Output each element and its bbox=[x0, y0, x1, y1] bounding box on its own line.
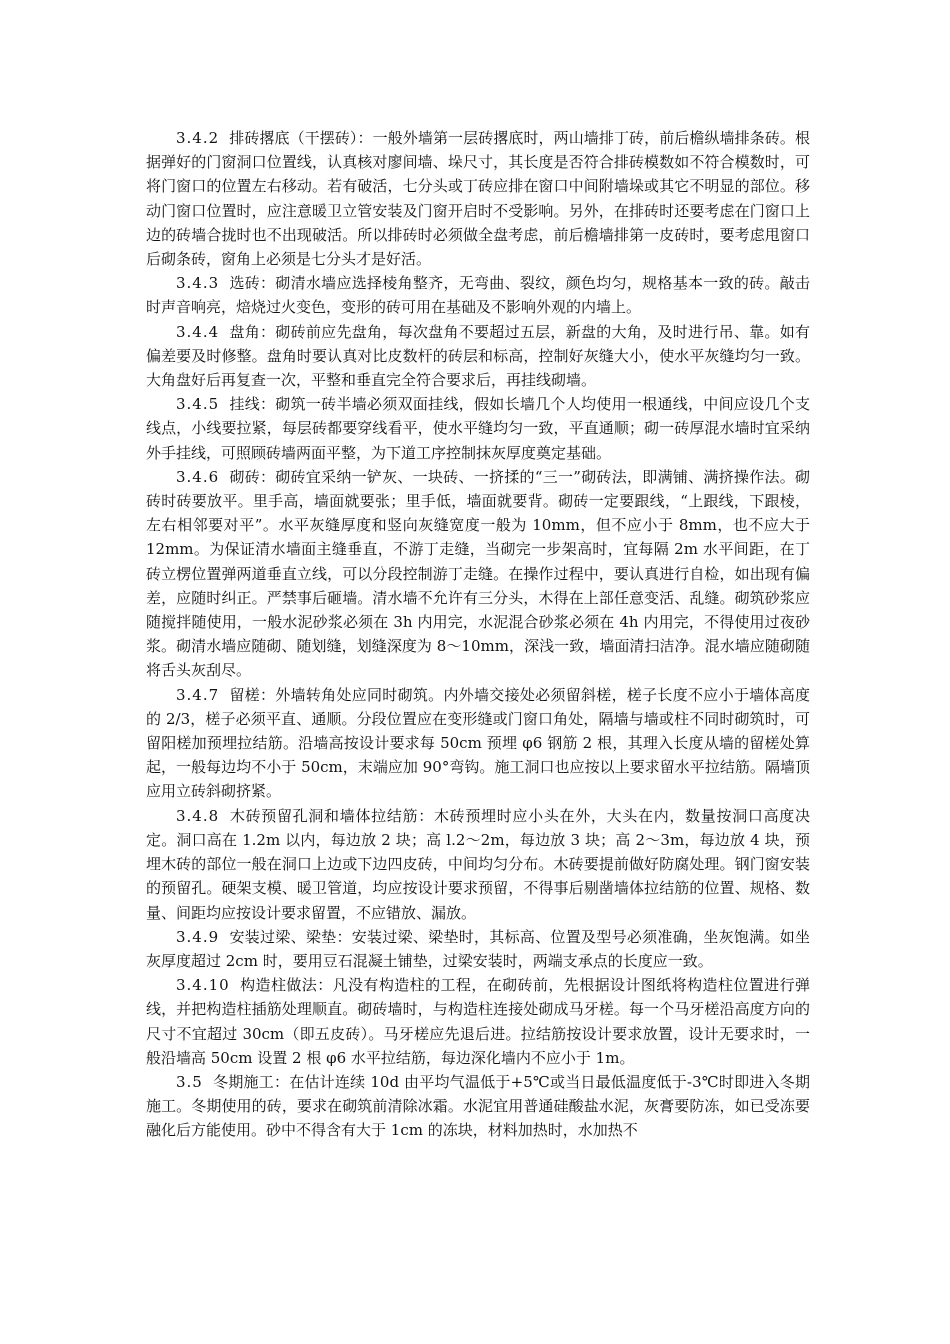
section-number: 3.4.5 bbox=[176, 395, 220, 414]
section-number: 3.4.8 bbox=[176, 806, 220, 825]
section-number: 3.4.7 bbox=[176, 685, 220, 704]
paragraph-3-4-2 bbox=[146, 126, 810, 271]
paragraph-3-4-9 bbox=[146, 925, 810, 973]
paragraph-3-4-4 bbox=[146, 320, 810, 393]
section-number: 3.4.4 bbox=[176, 322, 220, 341]
paragraph-3-4-8 bbox=[146, 804, 810, 925]
paragraph-3-4-6 bbox=[146, 465, 810, 683]
paragraph-text: 构造柱做法：凡没有构造柱的工程，在砌砖前，先根据设计图纸将构造柱位置进行弹线，并把构造柱插筋处理顺直。砌砖墙时，与构造柱连接处砌成马牙槎。每一个马牙槎沿高度方向的尺寸不宜超过 30cm（即五皮砖）。马牙槎应先退后进。拉结筋按设计要求放置，设计无要求时，一般沿墙高 50cm 设置 2 根 φ6 水平拉结筋，每边深化墙内不应小于 1m。 bbox=[146, 976, 810, 1067]
section-number: 3.4.10 bbox=[176, 976, 230, 995]
paragraph-text: 留槎：外墙转角处应同时砌筑。内外墙交接处必须留斜槎，槎子长度不应小于墙体高度的 2/3，槎子必须平直、通顺。分段位置应在变形缝或门窗口角处，隔墙与墙或柱不同时砌筑时，可留阳槎加预埋拉结筋。沿墙高按设计要求每 50cm 预埋 φ6 钢筋 2 根，其理入长度从墙的留槎处算起，一般每边均不小于 50cm，末端应加 90°弯钩。施工洞口也应按以上要求留水平拉结筋。隔墙顶应用立砖斜砌挤紧。 bbox=[146, 685, 810, 801]
paragraph-text: 选砖：砌清水墙应选择棱角整齐，无弯曲、裂纹，颜色均匀，规格基本一致的砖。敲击时声音响亮，焙烧过火变色，变形的砖可用在基础及不影响外观的内墙上。 bbox=[146, 274, 810, 317]
paragraph-3-4-10 bbox=[146, 973, 810, 1070]
paragraph-3-4-3 bbox=[146, 271, 810, 319]
paragraph-text: 挂线：砌筑一砖半墙必须双面挂线，假如长墙几个人均使用一根通线，中间应设几个支线点，小线要拉紧，每层砖都要穿线看平，使水平缝均匀一致，平直通顺；砌一砖厚混水墙时宜采纳外手挂线，可照顾砖墙两面平整，为下道工序控制抹灰厚度奠定基础。 bbox=[146, 395, 810, 462]
section-number: 3.4.9 bbox=[176, 927, 220, 946]
paragraph-text: 盘角：砌砖前应先盘角，每次盘角不要超过五层，新盘的大角，及时进行吊、靠。如有偏差要及时修整。盘角时要认真对比皮数杆的砖层和标高，控制好灰缝大小，使水平灰缝均匀一致。大角盘好后再复查一次，平整和垂直完全符合要求后，再挂线砌墙。 bbox=[146, 322, 810, 390]
section-number: 3.4.6 bbox=[176, 467, 220, 486]
paragraph-text: 砌砖：砌砖宜采纳一铲灰、一块砖、一挤揉的“三一”砌砖法，即满铺、满挤操作法。砌砖时砖要放平。里手高，墙面就要张；里手低，墙面就要背。砌砖一定要跟线，“上跟线，下跟棱，左右相邻要对平”。水平灰缝厚度和竖向灰缝宽度一般为 10mm，但不应小于 8mm，也不应大于 12mm。为保证清水墙面主缝垂直，不游丁走缝，当砌完一步架高时，宜每隔 2m 水平间距，在丁砖立楞位置弹两道垂直立线，可以分段控制游丁走缝。在操作过程中，要认真进行自检，如出现有偏差，应随时纠正。严禁事后砸墙。清水墙不允许有三分头，木得在上部任意变活、乱缝。砌筑砂浆应随搅拌随使用，一般水泥砂浆必须在 3h 内用完，水泥混合砂浆必须在 4h 内用完，不得使用过夜砂浆。砌清水墙应随砌、随划缝，划缝深度为 8～10mm，深浅一致，墙面清扫洁净。混水墙应随砌随将舌头灰刮尽。 bbox=[146, 467, 810, 680]
paragraph-text: 排砖撂底（干摆砖）：一般外墙第一层砖撂底时，两山墙排丁砖，前后檐纵墙排条砖。根据弹好的门窗洞口位置线，认真核对廖间墙、垛尺寸，其长度是否符合排砖模数如不符合模数时，可将门窗口的位置左右移动。若有破活，七分头或丁砖应排在窗口中间附墙垛或其它不明显的部位。移动门窗口位置时，应注意暖卫立管安装及门窗开启时不受影响。另外，在排砖时还要考虑在门窗口上边的砖墙合拢时也不出现破活。所以排砖时必须做全盘考虑，前后檐墙排第一皮砖时，要考虑甩窗口后砌条砖，窗角上必须是七分头才是好活。 bbox=[146, 129, 810, 269]
paragraph-3-4-7 bbox=[146, 683, 810, 804]
paragraph-3-4-5 bbox=[146, 392, 810, 465]
section-number: 3.4.2 bbox=[176, 129, 220, 147]
document-body bbox=[146, 126, 810, 1143]
section-number: 3.5 bbox=[176, 1072, 203, 1091]
paragraph-text: 冬期施工：在估计连续 10d 由平均气温低于+5℃或当日最低温度低于-3℃时即进入冬期施工。冬期使用的砖，要求在砌筑前清除冰霜。水泥宜用普通硅酸盐水泥，灰膏要防冻，如已受冻要融化后方能使用。砂中不得含有大于 1cm 的冻块，材料加热时，水加热不 bbox=[146, 1072, 810, 1140]
paragraph-text: 木砖预留孔洞和墙体拉结筋：木砖预埋时应小头在外，大头在内，数量按洞口高度决定。洞口高在 1.2m 以内，每边放 2 块；高 l.2～2m，每边放 3 块；高 2～3m，每边放 4 块，预埋木砖的部位一般在洞口上边或下边四皮砖，中间均匀分布。木砖要提前做好防腐处理。钢门窗安装的预留孔。硬架支模、暖卫管道，均应按设计要求预留，不得事后剔凿墙体拉结筋的位置、规格、数量、间距均应按设计要求留置，不应错放、漏放。 bbox=[146, 806, 810, 922]
paragraph-text: 安装过梁、梁垫：安装过梁、梁垫时，其标高、位置及型号必须准确，坐灰饱满。如坐灰厚度超过 2cm 时，要用豆石混凝土铺垫，过梁安装时，两端支承点的长度应一致。 bbox=[146, 927, 810, 970]
section-number: 3.4.3 bbox=[176, 274, 220, 293]
paragraph-3-5 bbox=[146, 1070, 810, 1143]
